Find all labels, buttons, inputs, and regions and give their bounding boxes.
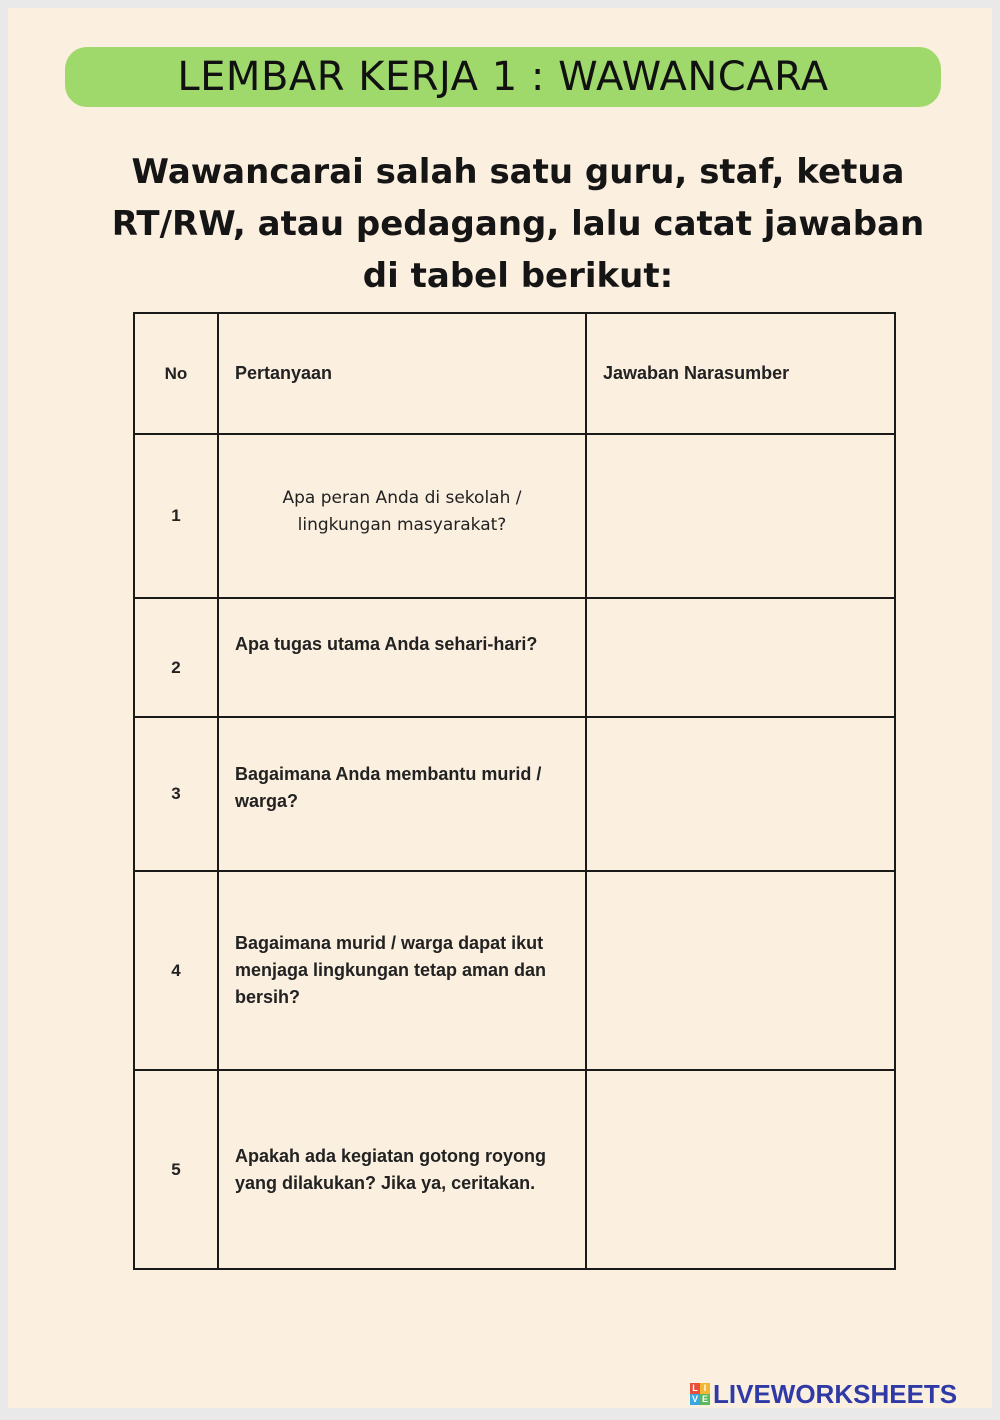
table-header-row xyxy=(134,313,895,434)
header-no: No xyxy=(134,313,218,434)
liveworksheets-logo-icon: L I V E xyxy=(691,1383,708,1404)
title-banner xyxy=(65,47,941,107)
table-row xyxy=(134,717,895,871)
worksheet-page xyxy=(8,8,992,1408)
table-row xyxy=(134,434,895,598)
row-number: 4 xyxy=(134,871,218,1070)
answer-cell[interactable] xyxy=(586,434,895,598)
table-row xyxy=(134,871,895,1070)
answer-cell[interactable] xyxy=(586,871,895,1070)
answer-cell[interactable] xyxy=(586,1070,895,1269)
row-question: Apa peran Anda di sekolah / lingkungan masyarakat? xyxy=(218,434,586,598)
row-number: 3 xyxy=(134,717,218,871)
table-row xyxy=(134,1070,895,1269)
liveworksheets-logo[interactable] xyxy=(690,1380,957,1408)
interview-table xyxy=(133,312,896,1270)
row-question: Bagaimana Anda membantu murid / warga? xyxy=(218,717,586,871)
table-row xyxy=(134,598,895,717)
row-number: 2 xyxy=(134,598,218,717)
row-question: Apa tugas utama Anda sehari-hari? xyxy=(218,598,586,717)
logo-text: LIVEWORKSHEETS xyxy=(713,1378,958,1409)
header-question: Pertanyaan xyxy=(218,313,586,434)
instructions: Wawancarai salah satu guru, staf, ketua RT/RW, atau pedagang, lalu catat jawaban di tabel berikut: xyxy=(111,152,925,296)
row-number: 1 xyxy=(134,434,218,598)
row-question: Apakah ada kegiatan gotong royong yang dilakukan? Jika ya, ceritakan. xyxy=(218,1070,586,1269)
answer-cell[interactable] xyxy=(586,717,895,871)
row-number: 5 xyxy=(134,1070,218,1269)
answer-cell[interactable] xyxy=(586,598,895,717)
header-answer: Jawaban Narasumber xyxy=(586,313,895,434)
page-title: LEMBAR KERJA 1 : WAWANCARA xyxy=(177,54,829,100)
row-question: Bagaimana murid / warga dapat ikut menjaga lingkungan tetap aman dan bersih? xyxy=(218,871,586,1070)
